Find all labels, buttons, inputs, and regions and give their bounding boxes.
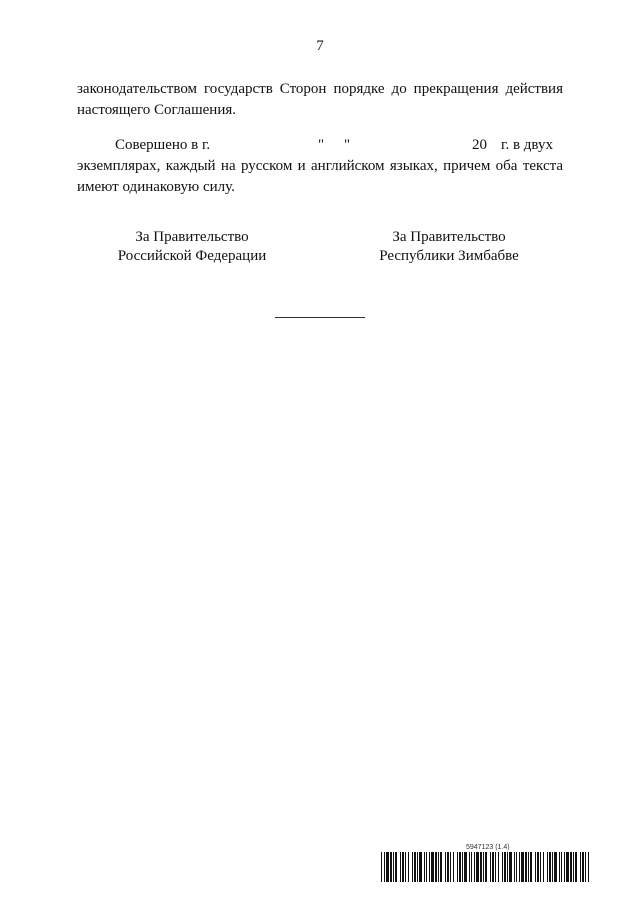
year-suffix: г. в двух: [501, 137, 553, 153]
paragraph-1-line-1: законодательством государств Сторон порядке до прекращения действия: [77, 81, 563, 97]
signature-block-zimbabwe: [329, 228, 569, 266]
signature-block-russia: [72, 228, 312, 266]
done-in-text: Совершено в г.: [115, 137, 211, 153]
signature-right-line-2: Республики Зимбабве: [379, 248, 519, 264]
document-code: 5947123 (1.4): [466, 844, 510, 851]
paragraph-1-line-2: настоящего Соглашения.: [77, 102, 237, 118]
paragraph-2-line-2: экземплярах, каждый на русском и английском языках, причем оба текста: [77, 158, 563, 174]
barcode-icon: [381, 852, 591, 882]
quote-close: ": [344, 137, 351, 153]
done-in-line: [77, 135, 563, 156]
page-number: 7: [316, 38, 324, 54]
end-divider: [275, 317, 365, 318]
paragraph-2: [77, 135, 563, 198]
quote-open: ": [318, 137, 325, 153]
paragraph-1: [77, 79, 563, 121]
year-prefix: 20: [472, 137, 487, 153]
signature-left-line-2: Российской Федерации: [117, 248, 267, 264]
paragraph-2-line-3: имеют одинаковую силу.: [77, 179, 235, 195]
signature-right-line-1: За Правительство: [392, 229, 506, 245]
signature-left-line-1: За Правительство: [135, 229, 249, 245]
